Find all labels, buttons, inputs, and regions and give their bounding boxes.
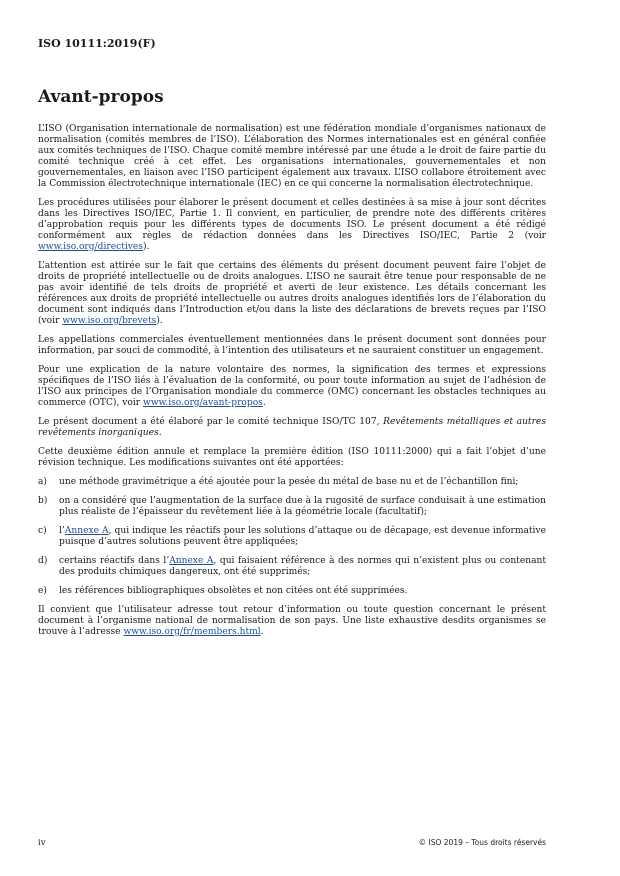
paragraph-patents: L’attention est attirée sur le fait que certains des éléments du présent document peuvent faire l’objet de droits de propriété intellectuelle ou de droits analogues. L’ISO ne saurait être tenue pour responsable de ne pas avoir identifié de tels droits de propriété et averti de leur existence. Les détails concernant les références aux droits de propriété intellectuelle ou autres droits analogues identifiés lors de l’élaboration du document sont indiqués dans l’Introduction et/ou dans la liste des déclarations de brevets reçues par l’ISO (voir www.iso.org/brevets). (38, 261, 546, 326)
page-footer (38, 838, 546, 848)
paragraph-voluntary-nature: Pour une explication de la nature volontaire des normes, la signification des termes et expressions spécifiques de l’ISO liés à l’évaluation de la conformité, ou pour toute information au sujet de l’adhésion de l’ISO aux principes de l’Organisation mondiale du commerce (OMC) concernant les obstacles techniques au commerce (OTC), voir www.iso.org/avant-propos. (38, 365, 546, 408)
list-item-label: b) (38, 496, 48, 506)
list-item-label: a) (38, 477, 47, 487)
list-item (38, 526, 546, 548)
foreword-link[interactable]: www.iso.org/avant-propos (143, 398, 263, 408)
list-item-label: e) (38, 586, 47, 596)
members-link[interactable]: www.iso.org/fr/members.html (123, 627, 261, 637)
annex-a-link[interactable]: Annexe A (64, 526, 109, 536)
page-title: Avant-propos (38, 87, 164, 107)
page-number: iv (38, 838, 46, 848)
patents-link[interactable]: www.iso.org/brevets (62, 316, 157, 326)
list-item (38, 496, 546, 518)
paragraph-edition: Cette deuxième édition annule et remplace la première édition (ISO 10111:2000) qui a fait l’objet d’une révision technique. Les modifications suivantes ont été apportées: (38, 447, 546, 468)
committee-title: Revêtements métalliques et autres revêtements inorganiques (38, 417, 546, 438)
list-item-text: certains réactifs dans l’Annexe A, qui faisaient référence à des normes qui n’existent plus ou contenant des produits chimiques dangereux, ont été supprimés; (59, 556, 547, 577)
changes-list (38, 477, 546, 597)
paragraph-procedures: Les procédures utilisées pour élaborer le présent document et celles destinées à sa mise à jour sont décrites dans les Directives ISO/IEC, Partie 1. Il convient, en particulier, de prendre note des différents critères d’approbation requis pour les différents types de documents ISO. Le présent document a été rédigé conformément aux règles de rédaction données dans les Directives ISO/IEC, Partie 2 (voir www.iso.org/directives). (38, 198, 546, 252)
document-id-header: ISO 10111:2019(F) (38, 37, 156, 50)
list-item-text: une méthode gravimétrique a été ajoutée pour la pesée du métal de base nu et de l’échantillon fini; (59, 477, 519, 487)
list-item (38, 477, 546, 488)
annex-a-link[interactable]: Annexe A (169, 556, 214, 566)
foreword-body (38, 124, 546, 646)
list-item-text: on a considéré que l’augmentation de la surface due à la rugosité de surface conduisait à une estimation plus réaliste de l’épaisseur du revêtement liée à la géométrie locale (facultatif); (59, 496, 546, 517)
list-item (38, 556, 546, 578)
paragraph-committee: Le présent document a été élaboré par le comité technique ISO/TC 107, Revêtements métalliques et autres revêtements inorganiques. (38, 417, 546, 438)
list-item-text: les références bibliographiques obsolètes et non citées ont été supprimées. (59, 586, 408, 596)
list-item (38, 586, 546, 597)
list-item-label: c) (38, 526, 47, 536)
list-item-text: l’Annexe A, qui indique les réactifs pour les solutions d’attaque ou de décapage, est devenue informative puisque d’autres solutions peuvent être appliquées; (59, 526, 546, 547)
list-item-label: d) (38, 556, 48, 566)
directives-link[interactable]: www.iso.org/directives (38, 242, 143, 252)
paragraph-iso-intro: L’ISO (Organisation internationale de normalisation) est une fédération mondiale d’organismes nationaux de normalisation (comités membres de l’ISO). L’élaboration des Normes internationales est en général confiée aux comités techniques de l’ISO. Chaque comité membre intéressé par une étude a le droit de faire partie du comité technique créé à cet effet. Les organisations internationales, gouvernementales et non gouvernementales, en liaison avec l’ISO participent également aux travaux. L’ISO collabore étroitement avec la Commission électrotechnique internationale (IEC) en ce qui concerne la normalisation électrotechnique. (38, 124, 546, 189)
paragraph-feedback: Il convient que l’utilisateur adresse tout retour d’information ou toute question concernant le présent document à l’organisme national de normalisation de son pays. Une liste exhaustive desdits organismes se trouve à l’adresse www.iso.org/fr/members.html. (38, 605, 546, 637)
copyright-notice: © ISO 2019 – Tous droits réservés (418, 838, 546, 847)
paragraph-trade-names: Les appellations commerciales éventuellement mentionnées dans le présent document sont données pour information, par souci de commodité, à l’intention des utilisateurs et ne sauraient constituer un engagement. (38, 335, 546, 356)
